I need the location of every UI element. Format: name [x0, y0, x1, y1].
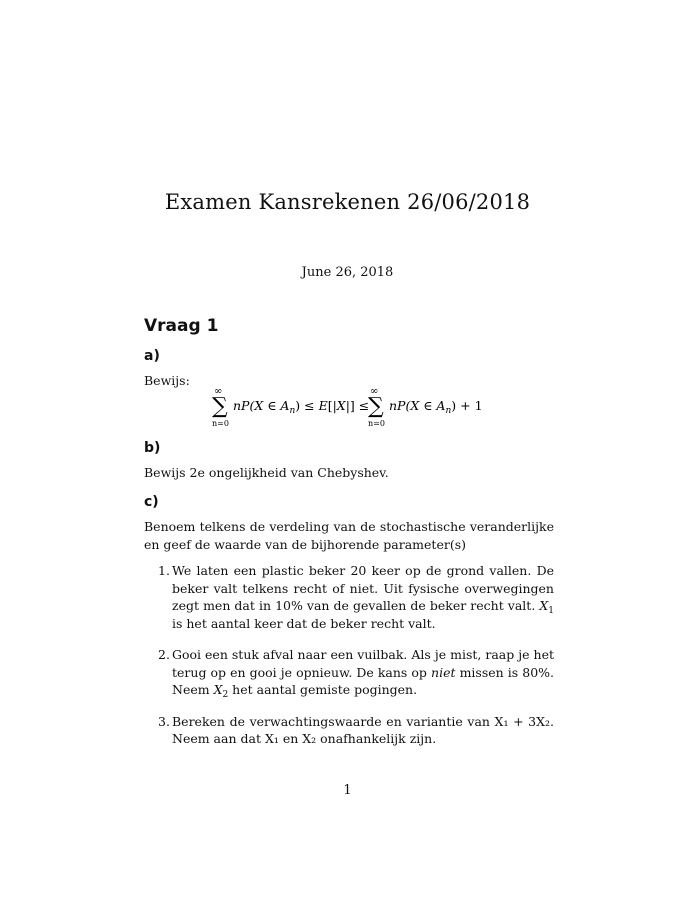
- formula-term: nP(X ∈ $A_n) \le E[|X|]$ ≤: [233, 398, 370, 416]
- part-c-label: c): [144, 494, 159, 510]
- section-heading: Vraag 1: [144, 316, 219, 336]
- sum-symbol: ∑: [368, 394, 384, 419]
- sum-upper-limit: ∞: [214, 386, 223, 397]
- sum-lower-limit: n=0: [368, 419, 385, 428]
- page-date: June 26, 2018: [301, 265, 394, 280]
- item-text: We laten een plastic beker 20 keer op de grond vallen. De beker valt telkens recht of niet. Uit fysische overwegingen zegt men dat in 10% van de gevallen de beker recht valt. $X_1$ is het aantal keer dat de beker recht valt.: [172, 563, 554, 631]
- page-title: Examen Kansrekenen 26/06/2018: [164, 190, 531, 214]
- page-number: 1: [343, 783, 352, 798]
- item-number: 3.: [158, 713, 170, 729]
- list-item: [144, 646, 554, 699]
- sum-lower-limit: n=0: [212, 419, 229, 428]
- item-text: Gooi een stuk afval naar een vuilbak. Als je mist, raap je het terug op en gooi je opnieuw. De kans op niet missen is 80%. Neem $X_2$ het aantal gemiste pogingen.: [172, 647, 554, 700]
- list-item: [144, 562, 554, 632]
- part-a-intro: Bewijs:: [144, 373, 190, 388]
- sum-upper-limit: ∞: [370, 386, 379, 397]
- part-b-label: b): [144, 440, 161, 456]
- exercise-list: [144, 562, 554, 762]
- part-c-intro: Benoem telkens de verdeling van de stochastische veranderlijke en geef de waarde van de bijhorende parameter(s): [144, 519, 554, 552]
- list-item: [144, 713, 554, 748]
- item-number: 1.: [158, 563, 170, 578]
- formula-inequality: [212, 383, 487, 431]
- item-number: 2.: [158, 647, 170, 662]
- formula-term: nP(X ∈ $A_n) + 1$: [389, 398, 483, 416]
- part-b-text: Bewijs 2e ongelijkheid van Chebyshev.: [144, 465, 389, 480]
- sum-symbol: ∑: [212, 394, 228, 419]
- item-text: Bereken de verwachtingswaarde en variantie van X₁ + 3X₂. Neem aan dat X₁ en X₂ onafhankelijk zijn.: [172, 713, 554, 746]
- part-a-label: a): [144, 348, 160, 364]
